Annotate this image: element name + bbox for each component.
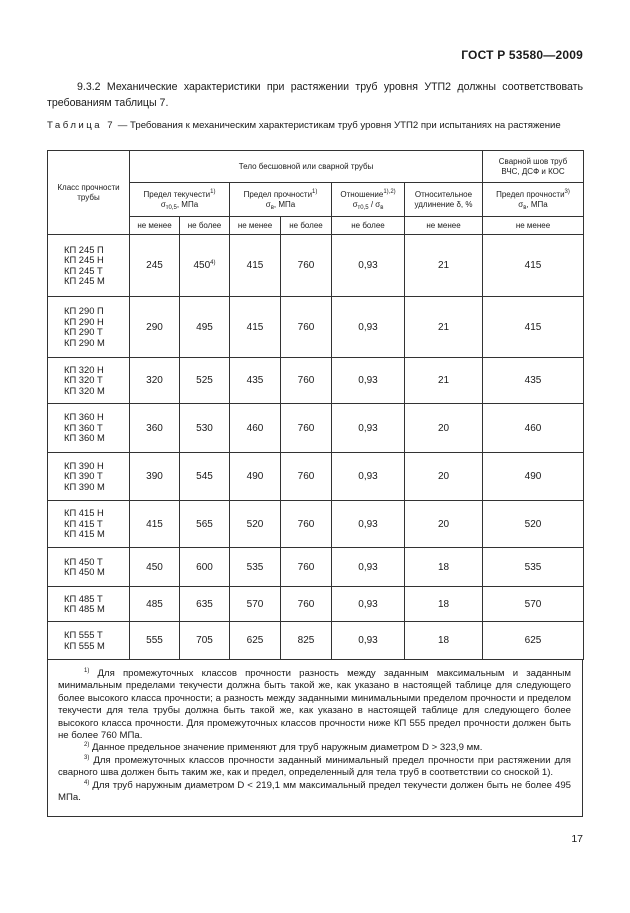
ratio-cell: 0,93: [332, 358, 405, 404]
yield-min-cell: 415: [130, 501, 180, 548]
footnote-mark: 2): [84, 742, 90, 749]
table-container: [47, 150, 583, 817]
elongation-cell: 21: [405, 235, 483, 297]
ratio-symbol-2: σ: [375, 199, 381, 209]
header-tensile-strength: [230, 183, 332, 217]
table-body: [48, 235, 584, 660]
tensile-max-cell: 760: [281, 235, 332, 297]
tensile-max-cell: 760: [281, 297, 332, 358]
table-row: [48, 587, 584, 622]
header-strength-class: Класс прочности трубы: [48, 151, 130, 235]
grade-name: КП 555 Т: [64, 629, 103, 640]
weld-symbol: σ: [518, 199, 524, 209]
yield-max-cell: 600: [180, 548, 230, 587]
table-row: [48, 358, 584, 404]
ratio-subscript-2: в: [380, 204, 384, 211]
table-row: [48, 501, 584, 548]
yield-max-cell: 525: [180, 358, 230, 404]
tensile-min-cell: 415: [230, 235, 281, 297]
grade-cell: [48, 622, 130, 660]
ratio-cell: 0,93: [332, 453, 405, 501]
elongation-cell: 18: [405, 587, 483, 622]
weld-tensile-cell: 460: [483, 404, 584, 453]
ratio-cell: 0,93: [332, 622, 405, 660]
grade-name: КП 245 Н: [64, 254, 104, 265]
yield-max-value: 450: [193, 260, 211, 271]
weld-tensile-cell: 415: [483, 297, 584, 358]
grade-cell: [48, 358, 130, 404]
grade-name: КП 485 М: [64, 603, 105, 614]
yield-max-cell: 565: [180, 501, 230, 548]
page-number: 17: [571, 833, 583, 845]
yield-label: Предел текучести: [143, 189, 211, 199]
ratio-label: Отношение: [340, 189, 384, 199]
table-footnotes: [47, 660, 583, 817]
header-yield-min: не менее: [130, 217, 180, 235]
grade-name: КП 450 Т: [64, 555, 103, 567]
yield-max-footnote-mark: 4): [210, 260, 216, 266]
header-weld-group: Сварной шов труб ВЧС, ДСФ и КОС: [483, 151, 584, 183]
table-row: [48, 235, 584, 297]
footnote: [58, 755, 571, 780]
header-weld-tensile: [483, 183, 584, 217]
header-yield-strength: [130, 183, 230, 217]
elongation-cell: 21: [405, 358, 483, 404]
footnote-text: Данное предельное значение применяют для труб наружным диаметром D > 323,9 мм.: [89, 742, 483, 754]
grade-cell: [48, 235, 130, 297]
grade-name: КП 415 М: [64, 528, 105, 540]
tensile-min-cell: 625: [230, 622, 281, 660]
grade-name: КП 290 М: [64, 336, 105, 348]
grade-name: КП 360 Н: [64, 411, 104, 423]
weld-tensile-cell: 535: [483, 548, 584, 587]
header-tensile-min: не менее: [230, 217, 281, 235]
tensile-subscript: в: [270, 204, 274, 211]
ratio-slash: /: [368, 199, 376, 209]
yield-min-cell: 320: [130, 358, 180, 404]
grade-name: КП 360 Т: [64, 421, 103, 433]
ratio-cell: 0,93: [332, 404, 405, 453]
grade-cell: [48, 587, 130, 622]
table-row: [48, 622, 584, 660]
footnote: [58, 742, 571, 754]
grade-cell: [48, 548, 130, 587]
yield-min-cell: 485: [130, 587, 180, 622]
tensile-min-cell: 435: [230, 358, 281, 404]
tensile-max-cell: 760: [281, 453, 332, 501]
header-ratio-max: не более: [332, 217, 405, 235]
header-weld-min: не менее: [483, 217, 584, 235]
yield-max-cell: 545: [180, 453, 230, 501]
yield-max-cell: 495: [180, 297, 230, 358]
weld-tensile-cell: 625: [483, 622, 584, 660]
weld-tensile-cell: 490: [483, 453, 584, 501]
grade-name: КП 415 Н: [64, 507, 104, 519]
elongation-cell: 18: [405, 622, 483, 660]
elongation-cell: 20: [405, 404, 483, 453]
footnote-text: Для труб наружным диаметром D < 219,1 мм максимальный предел текучести должен быть не более 495 МПа.: [58, 779, 571, 804]
tensile-max-cell: 760: [281, 548, 332, 587]
table-caption: [47, 120, 583, 132]
elongation-cell: 20: [405, 501, 483, 548]
tensile-min-cell: 415: [230, 297, 281, 358]
table-caption-label: Таблица 7: [47, 120, 116, 131]
footnote: [58, 668, 571, 742]
table-caption-text: — Требования к механическим характеристикам труб уровня УТП2 при испытаниях на растяжение: [115, 120, 561, 131]
grade-name: КП 290 П: [64, 305, 104, 316]
yield-min-cell: 390: [130, 453, 180, 501]
grade-name: КП 245 Т: [64, 264, 103, 276]
weld-tensile-cell: 520: [483, 501, 584, 548]
tensile-max-cell: 760: [281, 587, 332, 622]
header-tensile-max: не более: [281, 217, 332, 235]
ratio-subscript-1: т0,5: [357, 204, 369, 211]
table-row: [48, 548, 584, 587]
tensile-max-cell: 760: [281, 404, 332, 453]
grade-name: КП 320 Т: [64, 374, 103, 386]
yield-subscript: т0,5: [165, 204, 177, 211]
header-body-group: Тело бесшовной или сварной трубы: [130, 151, 483, 183]
footnote-text: Для промежуточных классов прочности заданный минимальный предел прочности при растяжении для сварного шва должен быть таким же, как и предел, определенный для тела труб в соответствии со сноской 1).: [58, 754, 571, 779]
ratio-symbol-1: σ: [352, 199, 358, 209]
footnote-text: Для промежуточных классов прочности разность между заданным максимальным и заданным минимальным пределами текучести должна быть такой же, как указано в настоящей таблице для следующего более высокого класса прочности; а разность между заданными минимальными пределом прочности и пределом текучести для тела трубы должна быть такой же, как указано в настоящей таблице для следующего более высокого класса прочности. Для промежуточных классов прочности ниже КП 555 предел прочности должен быть не более 760 МПа.: [58, 668, 571, 742]
weld-unit: , МПа: [526, 199, 548, 209]
header-yield-max: не более: [180, 217, 230, 235]
tensile-symbol: σ: [265, 199, 271, 209]
grade-cell: [48, 501, 130, 548]
grade-name: КП 245 М: [64, 275, 105, 286]
ratio-cell: 0,93: [332, 548, 405, 587]
yield-min-cell: 290: [130, 297, 180, 358]
footnote: [58, 780, 571, 805]
tensile-min-cell: 460: [230, 404, 281, 453]
ratio-cell: 0,93: [332, 235, 405, 297]
tensile-max-cell: 760: [281, 501, 332, 548]
yield-min-cell: 450: [130, 548, 180, 587]
weld-footnote-mark: 3): [564, 188, 570, 195]
table-row: [48, 297, 584, 358]
table-row: [48, 453, 584, 501]
document-number: ГОСТ Р 53580—2009: [461, 48, 583, 62]
elongation-cell: 20: [405, 453, 483, 501]
weld-tensile-cell: 415: [483, 235, 584, 297]
weld-tensile-cell: 570: [483, 587, 584, 622]
grade-name: КП 245 П: [64, 243, 104, 255]
tensile-max-cell: 825: [281, 622, 332, 660]
grade-cell: [48, 404, 130, 453]
grade-name: КП 450 М: [64, 566, 105, 577]
elongation-cell: 18: [405, 548, 483, 587]
grade-name: КП 390 Т: [64, 470, 103, 482]
table-row: [48, 404, 584, 453]
header-ratio: [332, 183, 405, 217]
footnote-mark: 3): [84, 754, 90, 761]
yield-min-cell: 360: [130, 404, 180, 453]
ratio-cell: 0,93: [332, 297, 405, 358]
elongation-cell: 21: [405, 297, 483, 358]
tensile-unit: , МПа: [273, 199, 296, 209]
grade-name: КП 390 М: [64, 480, 105, 492]
grade-cell: [48, 297, 130, 358]
tensile-min-cell: 535: [230, 548, 281, 587]
footnote-mark: 4): [84, 779, 90, 786]
mechanical-properties-table: [47, 150, 584, 660]
yield-unit: , МПа: [176, 199, 199, 209]
yield-min-cell: 245: [130, 235, 180, 297]
grade-name: КП 485 Т: [64, 592, 103, 604]
grade-name: КП 555 М: [64, 639, 105, 651]
yield-max-cell: [180, 235, 230, 297]
tensile-min-cell: 570: [230, 587, 281, 622]
grade-name: КП 390 Н: [64, 459, 104, 471]
grade-name: КП 290 Т: [64, 326, 103, 337]
weld-tensile-label: Предел прочности: [496, 189, 565, 199]
header-elongation: Относительное удлинение δ, %: [405, 183, 483, 217]
weld-subscript: в: [523, 204, 527, 211]
grade-name: КП 360 М: [64, 432, 105, 444]
yield-max-cell: 530: [180, 404, 230, 453]
tensile-max-cell: 760: [281, 358, 332, 404]
tensile-min-cell: 490: [230, 453, 281, 501]
intro-paragraph: 9.3.2 Механические характеристики при растяжении труб уровня УТП2 должны соответствовать требованиям таблицы 7.: [47, 81, 583, 109]
grade-cell: [48, 453, 130, 501]
yield-max-cell: 635: [180, 587, 230, 622]
ratio-footnote-mark: 1),2): [383, 188, 396, 195]
yield-max-cell: 705: [180, 622, 230, 660]
grade-name: КП 320 М: [64, 384, 105, 396]
grade-name: КП 415 Т: [64, 517, 103, 529]
ratio-cell: 0,93: [332, 501, 405, 548]
tensile-min-cell: 520: [230, 501, 281, 548]
yield-symbol: σ: [160, 199, 166, 209]
ratio-cell: 0,93: [332, 587, 405, 622]
tensile-label: Предел прочности: [243, 189, 313, 199]
grade-name: КП 290 Н: [64, 315, 104, 327]
yield-footnote-mark: 1): [210, 188, 216, 195]
footnote-mark: 1): [84, 668, 90, 674]
header-elongation-min: не менее: [405, 217, 483, 235]
weld-tensile-cell: 435: [483, 358, 584, 404]
grade-name: КП 320 Н: [64, 363, 104, 375]
yield-min-cell: 555: [130, 622, 180, 660]
tensile-footnote-mark: 1): [312, 188, 318, 195]
